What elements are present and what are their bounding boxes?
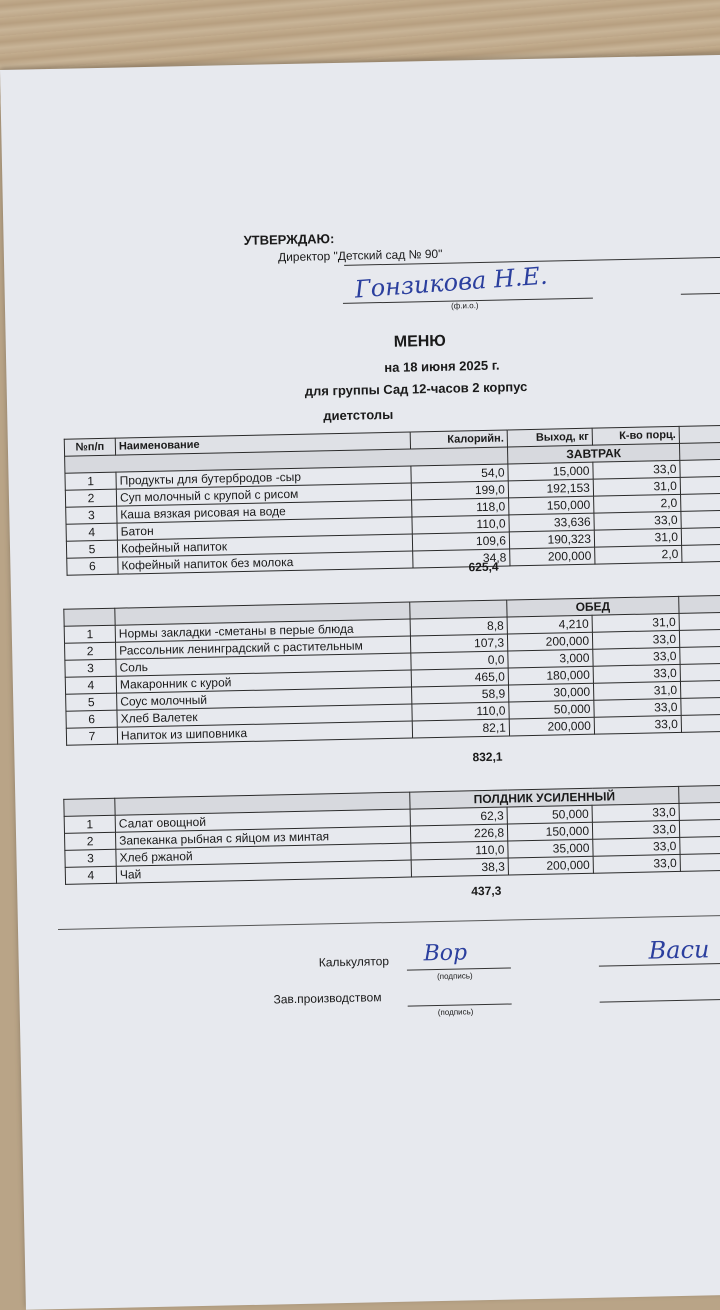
director-label: Директор "Детский сад № 90" — [277, 246, 443, 265]
signature-line-right — [681, 293, 720, 295]
item-portions: 31,0 — [593, 477, 680, 496]
item-output: 30,000 — [508, 683, 593, 702]
item-calories: 109,6 — [412, 532, 509, 551]
item-output: 4,210 — [507, 615, 592, 634]
item-portions: 31,0 — [592, 613, 679, 632]
calculator-signature: Вор — [423, 940, 468, 967]
row-number: 3 — [65, 659, 116, 677]
snack-table — [63, 785, 720, 885]
item-calories: 0,0 — [411, 651, 508, 670]
column-header-num: №п/п — [64, 438, 115, 456]
item-output: 200,000 — [509, 717, 594, 736]
item-output: 150,000 — [509, 496, 594, 515]
item-calories: 58,9 — [412, 685, 509, 704]
item-output: 35,000 — [508, 839, 593, 858]
item-portions: 33,0 — [592, 630, 679, 649]
item-output: 150,000 — [507, 822, 592, 841]
item-name: Продукты для бутербродов -сыр — [116, 466, 411, 489]
breakfast-table — [64, 424, 720, 575]
fio-caption: (ф.и.о.) — [450, 301, 479, 311]
item-calories: 34,8 — [413, 549, 510, 568]
divider-line — [58, 914, 720, 930]
row-number: 7 — [66, 727, 117, 745]
item-calories: 110,0 — [411, 841, 508, 860]
item-name: Запеканка рыбная с яйцом из минтая — [115, 826, 410, 849]
row-number: 3 — [65, 849, 116, 867]
item-portions: 33,0 — [593, 854, 680, 873]
item-portions: 33,0 — [593, 647, 680, 666]
item-output: 3,000 — [508, 649, 593, 668]
breakfast-total: 625,4 — [468, 559, 499, 575]
item-output: 200,000 — [510, 547, 595, 566]
item-name: Батон — [117, 517, 412, 540]
director-signature: Гонзикова Н.Е. — [353, 261, 549, 304]
item-portions: 33,0 — [592, 820, 679, 839]
row-number: 1 — [64, 625, 115, 643]
column-header-portions: К-во порц. — [592, 426, 679, 445]
item-output: 192,153 — [508, 479, 593, 498]
lunch-table — [63, 594, 720, 745]
calculator-signature-right: Васи — [648, 935, 710, 965]
row-number: 6 — [67, 557, 118, 575]
item-portions: 33,0 — [592, 803, 679, 822]
item-name: Хлеб Валетек — [117, 704, 412, 727]
row-number: 4 — [65, 866, 116, 884]
item-calories: 226,8 — [410, 824, 507, 843]
item-name: Соль — [116, 653, 411, 676]
item-name: Чай — [116, 860, 411, 883]
menu-sheet — [0, 54, 720, 1310]
item-portions: 33,0 — [593, 837, 680, 856]
item-calories: 38,3 — [411, 858, 508, 877]
menu-date: на 18 июня 2025 г. — [384, 357, 500, 376]
approve-label: УТВЕРЖДАЮ: — [243, 231, 335, 248]
section-title-lunch: ОБЕД — [507, 596, 679, 617]
item-portions: 33,0 — [594, 511, 681, 530]
item-name: Напиток из шиповника — [117, 721, 412, 744]
item-name: Макаронник с курой — [116, 670, 411, 693]
item-name: Соус молочный — [117, 687, 412, 710]
row-number: 5 — [66, 693, 117, 711]
item-calories: 82,1 — [412, 719, 509, 738]
item-portions: 33,0 — [594, 698, 681, 717]
row-number: 2 — [64, 832, 115, 850]
menu-diet: диетстолы — [323, 406, 394, 424]
row-number: 5 — [66, 540, 117, 558]
item-calories: 62,3 — [410, 807, 507, 826]
section-title-snack: ПОЛДНИК УСИЛЕННЫЙ — [410, 786, 679, 809]
item-name: Каша вязкая рисовая на воде — [117, 500, 412, 523]
item-portions: 31,0 — [593, 681, 680, 700]
item-output: 33,636 — [509, 513, 594, 532]
item-output: 200,000 — [507, 632, 592, 651]
item-name: Рассольник ленинградский с растительным — [116, 636, 411, 659]
item-name: Салат овощной — [115, 809, 410, 832]
item-calories: 107,3 — [410, 634, 507, 653]
row-number: 3 — [66, 506, 117, 524]
item-calories: 465,0 — [411, 668, 508, 687]
production-name-line — [600, 998, 720, 1002]
row-number: 4 — [65, 676, 116, 694]
page-title: МЕНЮ — [393, 332, 447, 351]
item-calories: 8,8 — [410, 617, 507, 636]
item-calories: 118,0 — [412, 498, 509, 517]
production-signature-line — [408, 1003, 512, 1006]
item-name: Нормы закладки -сметаны в перые блюда — [115, 619, 410, 642]
item-output: 15,000 — [508, 462, 593, 481]
menu-group: для группы Сад 12-часов 2 корпус — [304, 379, 528, 399]
row-number: 4 — [66, 523, 117, 541]
column-header-name: Наименование — [115, 432, 410, 455]
calculator-signature-line — [407, 967, 511, 970]
production-head-label: Зав.производством — [273, 990, 382, 1007]
item-portions: 2,0 — [594, 494, 681, 513]
production-signature-caption: (подпись) — [437, 1007, 474, 1018]
item-calories: 199,0 — [411, 481, 508, 500]
item-calories: 54,0 — [411, 464, 508, 483]
item-calories: 110,0 — [412, 515, 509, 534]
item-output: 180,000 — [508, 666, 593, 685]
item-calories: 110,0 — [412, 702, 509, 721]
row-number: 6 — [66, 710, 117, 728]
item-output: 50,000 — [509, 700, 594, 719]
item-name: Суп молочный с крупой с рисом — [116, 483, 411, 506]
item-name: Кофейный напиток без молока — [118, 551, 413, 574]
lunch-total: 832,1 — [472, 749, 503, 765]
row-number: 1 — [65, 472, 116, 490]
calculator-signature-caption: (подпись) — [436, 971, 473, 982]
row-number: 1 — [64, 815, 115, 833]
item-output: 190,323 — [509, 530, 594, 549]
item-output: 50,000 — [507, 805, 592, 824]
column-header-cal: Калорийн. — [410, 430, 507, 449]
calculator-label: Калькулятор — [318, 954, 390, 970]
item-portions: 33,0 — [594, 715, 681, 734]
column-header-out: Выход, кг — [507, 428, 592, 447]
row-number: 2 — [65, 642, 116, 660]
item-portions: 33,0 — [593, 664, 680, 683]
section-title-breakfast: ЗАВТРАК — [508, 443, 680, 464]
snack-total: 437,3 — [471, 883, 502, 899]
item-portions: 2,0 — [595, 545, 682, 564]
item-output: 200,000 — [508, 856, 593, 875]
item-name: Кофейный напиток — [117, 534, 412, 557]
item-portions: 33,0 — [593, 460, 680, 479]
item-portions: 31,0 — [594, 528, 681, 547]
item-name: Хлеб ржаной — [116, 843, 411, 866]
row-number: 2 — [65, 489, 116, 507]
